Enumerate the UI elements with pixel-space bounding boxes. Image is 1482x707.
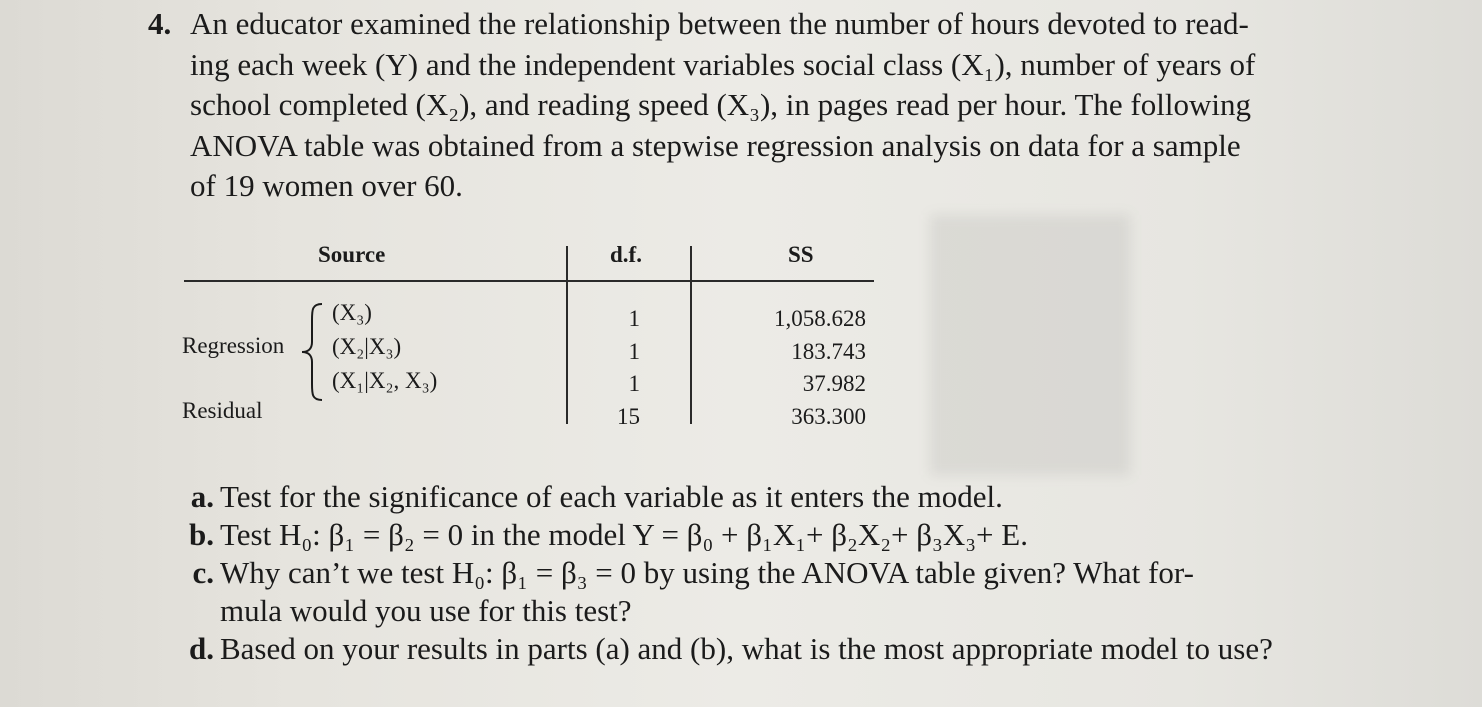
part-letter: c. (192, 555, 214, 590)
problem-line: of 19 women over 60. (190, 168, 463, 203)
header-ss: SS (788, 242, 814, 267)
regression-label: Regression (182, 333, 285, 358)
brace-icon (300, 302, 330, 402)
problem-line: ANOVA table was obtained from a stepwise regression analysis on data for a sample (190, 127, 1241, 163)
anova-table (180, 236, 880, 436)
source-cell: (X₁|X₂, X₃) (332, 368, 438, 393)
question-parts (168, 478, 1418, 668)
part-a (168, 478, 1418, 516)
part-text: Test for the significance of each variable as it enters the model. (220, 479, 1003, 514)
part-text: Test H₀: β₁ = β₂ = 0 in the model Y = β₀ + β₁X₁+ β₂X₂+ β₃X₃+ E. (220, 517, 1028, 552)
part-d (168, 630, 1418, 668)
ss-cell: 37.982 (802, 371, 866, 396)
header-df: d.f. (610, 242, 642, 267)
header-rule (184, 280, 874, 282)
part-c (168, 554, 1418, 630)
page-shadow (930, 215, 1130, 475)
ss-cell: 183.743 (791, 339, 866, 364)
column-divider (690, 246, 692, 424)
source-cell: (X₂|X₃) (332, 334, 402, 359)
part-text: Why can’t we test H₀: β₁ = β₃ = 0 by using the ANOVA table given? What for- (220, 555, 1194, 590)
part-letter: a. (190, 479, 214, 514)
df-cell: 15 (617, 404, 640, 429)
source-cell: (X₃) (332, 300, 372, 325)
df-cell: 1 (628, 306, 640, 331)
ss-cell: 363.300 (791, 404, 866, 429)
problem-line: ing each week (Y) and the independent variables social class (X₁), number of years of (190, 46, 1256, 82)
problem-statement (190, 4, 1370, 207)
problem-number: 4. (148, 6, 172, 41)
part-letter: b. (189, 517, 214, 552)
problem-line: school completed (X₂), and reading speed (X₃), in pages read per hour. The following (190, 87, 1251, 122)
df-cell: 1 (628, 339, 640, 364)
part-text: Based on your results in parts (a) and (b), what is the most appropriate model to use? (220, 631, 1273, 666)
residual-label: Residual (182, 398, 263, 423)
column-divider (566, 246, 568, 424)
part-letter: d. (189, 631, 214, 666)
part-b (168, 516, 1418, 554)
df-cell: 1 (628, 371, 640, 396)
problem-line: An educator examined the relationship between the number of hours devoted to read- (190, 6, 1249, 41)
header-source: Source (318, 242, 386, 267)
part-text-continued: mula would you use for this test? (220, 593, 632, 628)
ss-cell: 1,058.628 (774, 306, 866, 331)
